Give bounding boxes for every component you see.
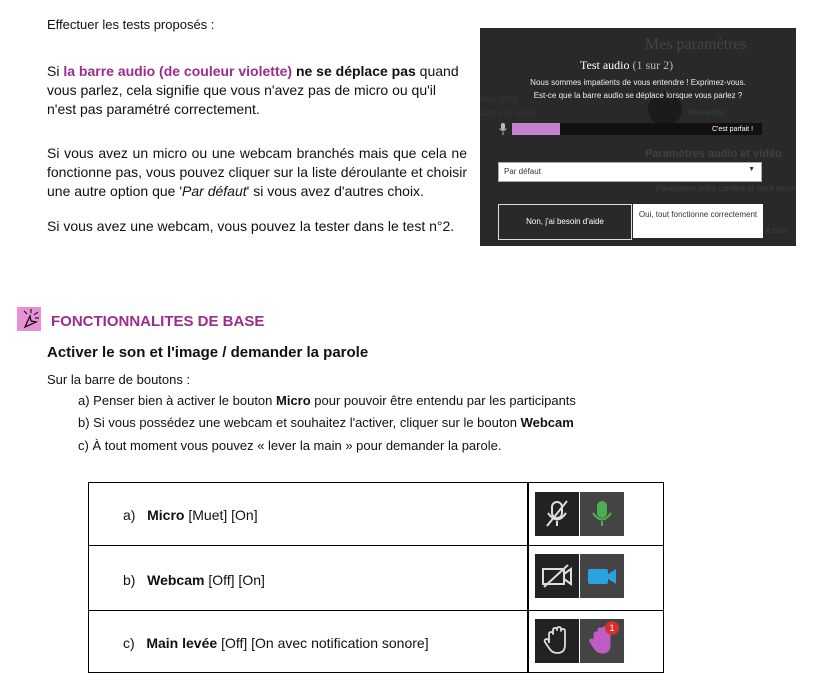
select-value: Par défaut — [504, 167, 541, 176]
works-correctly-button[interactable]: Oui, tout fonctionne correctement — [633, 204, 763, 238]
audio-message-1: Nous sommes impatients de vous entendre ! Exprimez-vous. — [530, 78, 746, 87]
intro-text: Effectuer les tests proposés : — [47, 17, 215, 32]
list-item: c) À tout moment vous pouvez « lever la main » pour demander la parole. — [78, 438, 502, 453]
table-row — [89, 546, 663, 611]
audio-test-screenshot — [480, 28, 796, 246]
row-label: b) Webcam [Off] [On] — [123, 572, 265, 588]
row-label: c) Main levée [Off] [On avec notification sonore] — [123, 635, 429, 651]
mic-on-button[interactable] — [580, 492, 624, 536]
paragraph-webcam: Si vous avez une webcam, vous pouvez la tester dans le test n°2. — [47, 218, 455, 234]
row-label: a) Micro [Muet] [On] — [123, 507, 258, 523]
table-row — [89, 611, 663, 671]
table-row — [89, 483, 663, 546]
camera-off-button[interactable] — [535, 554, 579, 598]
subsection-title: Activer le son et l'image / demander la parole — [47, 344, 369, 361]
notification-badge: 1 — [605, 621, 619, 635]
audio-level-fill — [512, 123, 560, 135]
microphone-icon — [498, 123, 508, 135]
audio-message-2: Est-ce que la barre audio se déplace lorsque vous parlez ? — [533, 91, 743, 100]
need-help-button[interactable]: Non, j'ai besoin d'aide — [498, 204, 632, 240]
buttons-table — [88, 482, 664, 673]
audio-device-select[interactable] — [498, 162, 762, 182]
audio-level-label: C'est parfait ! — [712, 126, 754, 133]
raise-hand-off-button[interactable] — [535, 619, 579, 663]
paragraph-device: Si vous avez un micro ou une webcam branchés mais que cela ne fonctionne pas, vous pouvez cliquer sur la liste déroulante et choisir une autre option que 'Par défaut' si vous avez d'autres choix. — [47, 145, 467, 199]
list-item: b) Si vous possédez une webcam et souhaitez l'activer, cliquer sur le bouton Webcam — [78, 415, 574, 430]
chevron-down-icon: ▼ — [748, 166, 755, 173]
highlight-purple: la barre audio (de couleur violette) — [63, 63, 293, 79]
lead-text: Sur la barre de boutons : — [47, 372, 191, 387]
list-item: a) Penser bien à activer le bouton Micro pour pouvoir être entendu par les participants — [78, 393, 576, 408]
paragraph-audio-bar: Si la barre audio (de couleur violette) ne se déplace pas quand vous parlez, cela signifie que vous n'avez pas de micro ou qu'il n'est pas paramétré correctement. — [47, 63, 459, 117]
camera-on-button[interactable] — [580, 554, 624, 598]
raise-hand-on-button[interactable] — [580, 619, 624, 663]
section-title: FONCTIONNALITES DE BASE — [51, 313, 265, 330]
cursor-click-icon — [17, 307, 41, 331]
audio-test-title: Test audio (1 sur 2) — [580, 58, 674, 72]
mic-muted-button[interactable] — [535, 492, 579, 536]
